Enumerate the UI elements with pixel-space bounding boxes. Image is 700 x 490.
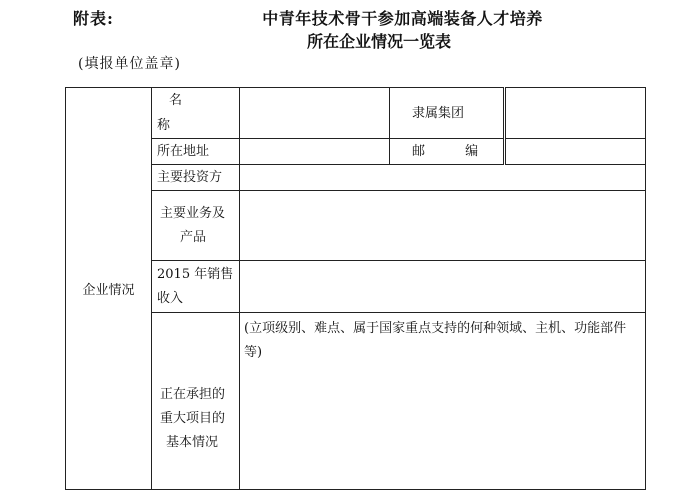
affiliation-value-cell[interactable] [505, 88, 646, 139]
projects-label-line1: 正在承担的 [160, 387, 226, 402]
sales-label-line2: 收入 [157, 290, 184, 306]
section-label-company-info: 企业情况 [66, 88, 152, 490]
address-label: 所在地址 [152, 139, 240, 165]
business-label-cell [152, 191, 240, 261]
projects-label-line2: 重大项目的 [160, 411, 226, 426]
postcode-value-cell[interactable] [505, 139, 646, 165]
projects-note: (立项级别、难点、属于国家重点支持的何种领域、主机、功能部件等) [244, 321, 627, 360]
investor-value-cell[interactable] [240, 165, 646, 191]
business-label-line2: 产品 [180, 229, 207, 245]
unit-stamp-note: (填报单位盖章) [78, 56, 181, 72]
projects-label-cell [152, 313, 240, 490]
sales-value-cell[interactable] [240, 261, 646, 313]
name-value-cell[interactable] [240, 88, 390, 139]
name-label-cell [152, 88, 240, 139]
investor-label: 主要投资方 [152, 165, 240, 191]
address-value-cell[interactable] [240, 139, 390, 165]
business-label-line1: 主要业务及 [160, 205, 226, 221]
projects-value-cell[interactable] [240, 313, 646, 490]
attachment-label: 附表: [73, 9, 114, 28]
sales-label-cell [152, 261, 240, 313]
name-label: 名 称 [157, 93, 201, 133]
sales-label-line1: 2015 年销售 [157, 266, 234, 282]
postcode-label-cell [390, 139, 505, 165]
business-value-cell[interactable] [240, 191, 646, 261]
affiliation-label: 隶属集团 [390, 88, 505, 139]
postcode-label: 邮 编 [412, 144, 497, 159]
document-title-line2: 所在企业情况一览表 [306, 32, 451, 51]
document-title-line1: 中青年技术骨干参加高端装备人才培养 [262, 9, 543, 28]
company-info-table [65, 87, 646, 490]
projects-label-line3: 基本情况 [166, 435, 219, 450]
